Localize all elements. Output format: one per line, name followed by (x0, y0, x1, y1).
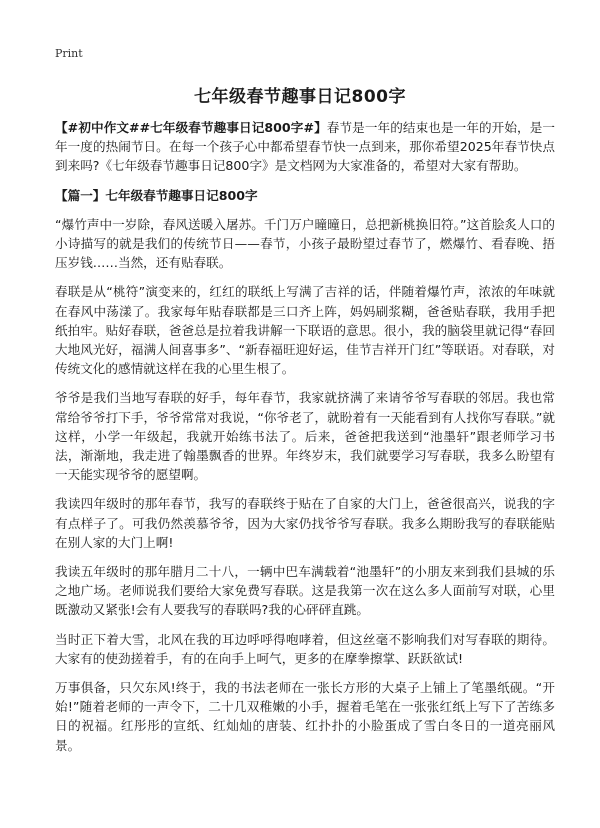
body-paragraph: 当时正下着大雪，北风在我的耳边呼呼得咆哮着，但这丝毫不影响我们对写春联的期待。大家有的使劲搓着手，有的在向手上呵气，更多的在摩拳擦掌、跃跃欲试! (55, 631, 555, 666)
document-title: 七年级春节趣事日记800字 (194, 87, 406, 107)
section-heading: 【篇一】七年级春节趣事日记800字 (55, 187, 258, 203)
body-paragraph: “爆竹声中一岁除，春风送暖入屠苏。千门万户曈曈日，总把新桃换旧符。”这首脍炙人口的小诗描写的就是我们的传统节日——春节，小孩子最盼望过春节了，燃爆竹、看春晚、捂压岁钱……当然，还有贴春联。 (55, 216, 555, 271)
body-paragraph: 爷爷是我们当地写春联的好手，每年春节，我家就挤满了来请爷爷写春联的邻居。我也常常给爷爷打下手，爷爷常常对我说，“你爷老了，就盼着有一天能看到有人找你写春联。”就这样，小学一年级起，我就开始练书法了。后来，爸爸把我送到“池墨轩”跟老师学习书法，渐渐地，我走进了翰墨飘香的世界。年终岁末，我们就要学习写春联，我多么盼望有一天能实现爷爷的愿望啊。 (55, 390, 555, 483)
document-body (55, 118, 555, 765)
body-paragraph: 春联是从“桃符”演变来的，红红的联纸上写满了吉祥的话，伴随着爆竹声，浓浓的年味就在春风中荡漾了。我家每年贴春联都是三口齐上阵，妈妈刷浆糊，爸爸贴春联，我用手把纸拍牢。贴好春联，爸爸总是拉着我讲解一下联语的意思。很小，我的脑袋里就记得“春回大地风光好，福满人间喜事多”、“新春福旺迎好运，佳节吉祥开门红”等联语。对春联，对传统文化的感情就这样在我的心里生根了。 (55, 284, 555, 377)
body-paragraph: 我读五年级时的那年腊月二十八，一辆中巴车满载着“池墨轩”的小朋友来到我们县城的乐之地广场。老师说我们要给大家免费写春联。这是我第一次在这么多人面前写对联，心里既激动又紧张!会有人要我写的春联吗?我的心砰砰直跳。 (55, 564, 555, 618)
body-paragraph: 万事俱备，只欠东风!终于，我的书法老师在一张长方形的大桌子上铺上了笔墨纸砚。“开始!”随着老师的一声令下，二十几双稚嫩的小手，握着毛笔在一张张红纸上写下了苦练多日的祝福。红彤彤的宣纸、红灿灿的唐装、红扑扑的小脸蛋成了雪白冬日的一道亮丽风景。 (55, 680, 555, 753)
intro-tag: 【#初中作文##七年级春节趣事日记800字#】 (55, 120, 327, 135)
print-label: Print (55, 47, 83, 60)
intro-text: 春节是一年的结束也是一年的开始，是一年一度的热闹节日。在每一个孩子心中都希望春节快一点到来，那你希望2025年春节快点到来吗?《七年级春节趣事日记800字》是文档网为大家准备的，希望对大家有帮助。 (55, 120, 556, 174)
body-paragraph: 我读四年级时的那年春节，我写的春联终于贴在了自家的大门上，爸爸很高兴，说我的字有点样子了。可我仍然羡慕爷爷，因为大家仍找爷爷写春联。我多么期盼我写的春联能贴在别人家的大门上啊! (55, 496, 555, 550)
intro-paragraph (55, 118, 555, 176)
